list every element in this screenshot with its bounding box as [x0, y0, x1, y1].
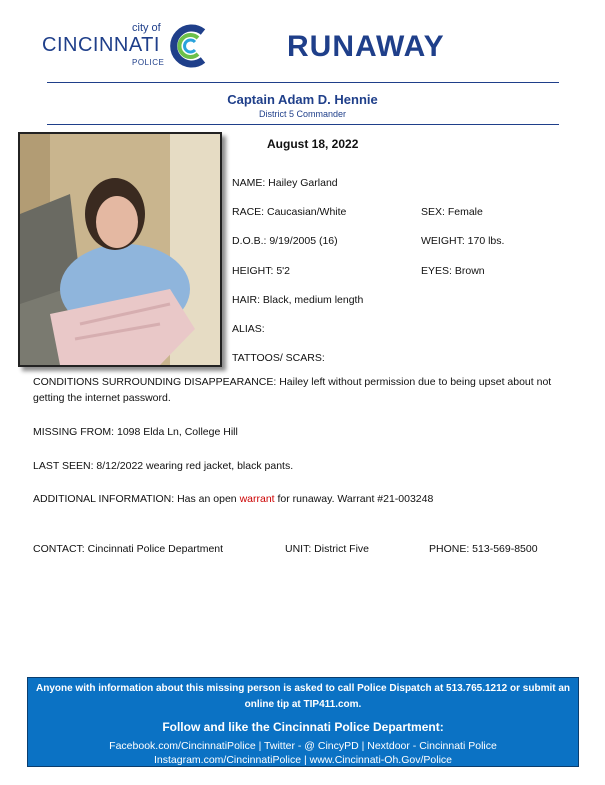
missing-person-photo — [18, 132, 222, 367]
logo-c-mark-icon — [165, 22, 213, 70]
subheader-divider — [47, 124, 559, 125]
follow-heading: Follow and like the Cincinnati Police Department: — [162, 720, 444, 734]
weight-field: WEIGHT: 170 lbs. — [421, 235, 505, 247]
unit-field: UNIT: District Five — [285, 543, 369, 555]
commander-title: District 5 Commander — [258, 109, 347, 119]
alias-field: ALIAS: — [232, 323, 265, 335]
captain-name: Captain Adam D. Hennie — [227, 92, 378, 107]
additional-suffix: for runaway. Warrant #21-003248 — [274, 493, 434, 505]
social-links-line1: Facebook.com/CincinnatiPolice | Twitter - @ CincyPD | Nextdoor - Cincinnati Police — [109, 740, 497, 752]
missing-from: MISSING FROM: 1098 Elda Ln, College Hill — [33, 426, 238, 438]
additional-prefix: ADDITIONAL INFORMATION: Has an open — [33, 493, 240, 505]
race-field: RACE: Caucasian/White — [232, 206, 347, 218]
logo-police: POLICE — [132, 58, 165, 67]
conditions-paragraph: CONDITIONS SURROUNDING DISAPPEARANCE: Hailey left without permission due to being upset about not getting the internet password. — [33, 376, 552, 404]
phone-field: PHONE: 513-569-8500 — [429, 543, 538, 555]
logo-city-of: city of — [132, 22, 161, 34]
social-links-line2: Instagram.com/CincinnatiPolice | www.Cincinnati-Oh.Gov/Police — [153, 754, 452, 766]
social-links — [28, 739, 578, 767]
eyes-field: EYES: Brown — [421, 265, 485, 277]
header-divider — [47, 82, 559, 83]
page-title: RUNAWAY — [287, 30, 445, 63]
cincinnati-police-logo — [40, 22, 215, 72]
sex-field: SEX: Female — [421, 206, 483, 218]
last-seen: LAST SEEN: 8/12/2022 wearing red jacket, black pants. — [33, 460, 294, 472]
logo-cincinnati: CINCINNATI — [42, 34, 160, 56]
name-field: NAME: Hailey Garland — [232, 177, 338, 189]
contact-field: CONTACT: Cincinnati Police Department — [33, 543, 224, 555]
tattoos-field: TATTOOS/ SCARS: — [232, 352, 325, 364]
warrant-text: warrant — [239, 493, 275, 505]
bulletin-date: August 18, 2022 — [267, 137, 359, 151]
additional-information — [33, 491, 573, 507]
height-field: HEIGHT: 5'2 — [232, 265, 291, 277]
tip-instructions: Anyone with information about this missing person is asked to call Police Dispatch at 513.765.1212 or submit an online tip at TIP411.com. — [35, 683, 571, 710]
tip-info-footer — [27, 677, 579, 767]
dob-field: D.O.B.: 9/19/2005 (16) — [232, 235, 338, 247]
hair-field: HAIR: Black, medium length — [232, 294, 364, 306]
